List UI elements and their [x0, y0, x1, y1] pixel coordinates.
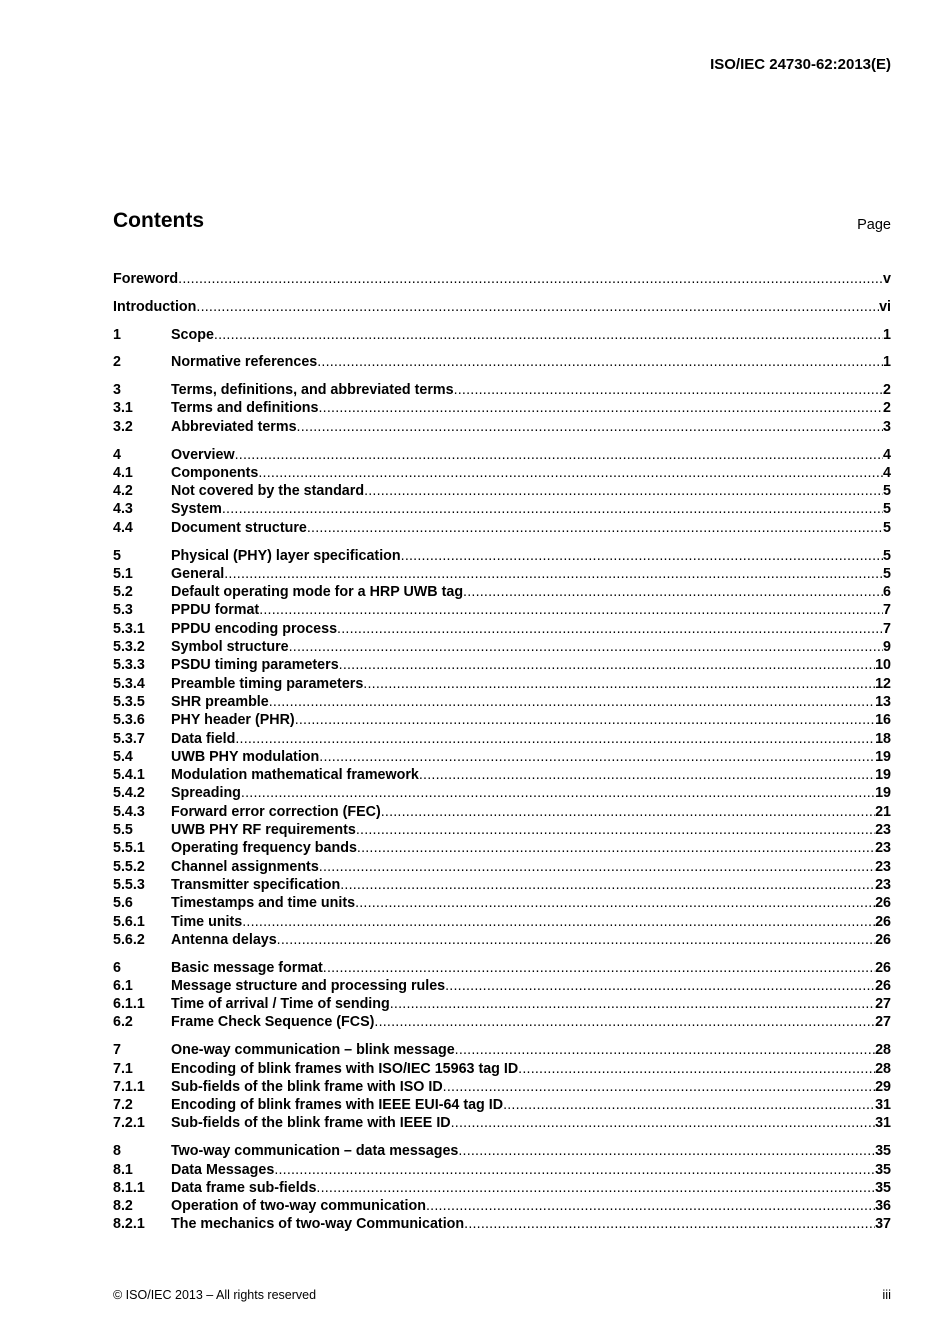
toc-entry[interactable]	[113, 1060, 891, 1078]
toc-entry-number: 5.6	[113, 895, 133, 912]
toc-dot-leader	[316, 1179, 875, 1197]
toc-entry-title: Terms and definitions	[171, 400, 319, 417]
toc-entry[interactable]	[113, 620, 891, 638]
toc-dot-leader	[374, 1013, 875, 1031]
toc-entry-page: 26	[875, 913, 891, 930]
toc-entry[interactable]	[113, 931, 891, 949]
toc-entry-page: 7	[883, 602, 891, 619]
contents-heading: Contents	[113, 209, 204, 232]
toc-entry[interactable]	[113, 601, 891, 619]
toc-entry-page: 19	[875, 785, 891, 802]
toc-entry[interactable]	[113, 1114, 891, 1132]
toc-entry-page: 5	[883, 483, 891, 500]
toc-entry-title: Encoding of blink frames with IEEE EUI-64 tag ID	[171, 1097, 504, 1114]
toc-entry-page: 26	[875, 895, 891, 912]
toc-entry[interactable]	[113, 500, 891, 518]
toc-entry-title: Physical (PHY) layer specification	[171, 547, 401, 564]
toc-entry-number: 7	[113, 1042, 121, 1059]
toc-entry-page: 35	[875, 1161, 891, 1178]
toc-entry-number: 1	[113, 326, 121, 343]
toc-dot-leader	[419, 766, 875, 784]
toc-entry-title: The mechanics of two-way Communication	[171, 1216, 465, 1233]
toc-entry-page: 2	[883, 382, 891, 399]
toc-entry-title: Sub-fields of the blink frame with ISO ID	[171, 1078, 443, 1095]
toc-entry[interactable]	[113, 656, 891, 674]
toc-entry-number: 5.2	[113, 584, 133, 601]
toc-entry[interactable]	[113, 675, 891, 693]
toc-entry[interactable]	[113, 858, 891, 876]
toc-entry-number: 7.2.1	[113, 1115, 145, 1132]
toc-entry[interactable]	[113, 876, 891, 894]
toc-entry-title: Encoding of blink frames with ISO/IEC 15963 tag ID	[171, 1060, 519, 1077]
toc-entry-number: 5.4	[113, 748, 133, 765]
toc-entry[interactable]	[113, 482, 891, 500]
toc-entry-title: Document structure	[171, 519, 307, 536]
toc-entry-page: 26	[875, 959, 891, 976]
toc-entry-page: 27	[875, 996, 891, 1013]
toc-entry-title: Operation of two-way communication	[171, 1198, 426, 1215]
toc-entry-title: UWB PHY modulation	[171, 748, 320, 765]
toc-entry-page: 19	[875, 748, 891, 765]
toc-dot-leader	[178, 270, 883, 288]
toc-entry-number: 5.5.3	[113, 876, 145, 893]
toc-entry-number: 6.2	[113, 1014, 133, 1031]
toc-entry[interactable]	[113, 1013, 891, 1031]
toc-dot-leader	[401, 547, 883, 565]
toc-entry-page: 16	[875, 712, 891, 729]
toc-entry[interactable]	[113, 1142, 891, 1160]
toc-entry-page: 5	[883, 501, 891, 518]
toc-dot-leader	[455, 1041, 875, 1059]
toc-dot-leader	[295, 711, 875, 729]
toc-entry-title: Default operating mode for a HRP UWB tag	[171, 584, 464, 601]
toc-entry-page: 12	[875, 675, 891, 692]
toc-entry-page: 7	[883, 620, 891, 637]
toc-dot-leader	[503, 1096, 875, 1114]
toc-entry-number: 4	[113, 446, 121, 463]
toc-dot-leader	[357, 839, 875, 857]
toc-entry-page: 19	[875, 767, 891, 784]
toc-entry-title: Terms, definitions, and abbreviated terms	[171, 382, 454, 399]
toc-entry-page: 9	[883, 639, 891, 656]
toc-entry[interactable]	[113, 519, 891, 537]
toc-entry-title: General	[171, 565, 225, 582]
toc-dot-leader	[445, 977, 875, 995]
toc-entry-number: 5.3.7	[113, 730, 145, 747]
toc-entry-number: 5.3.1	[113, 620, 145, 637]
toc-entry-title: Overview	[171, 446, 235, 463]
toc-dot-leader	[319, 399, 884, 417]
toc-dot-leader	[458, 1142, 875, 1160]
toc-entry-title: PPDU encoding process	[171, 620, 338, 637]
toc-entry-number: 5.3.3	[113, 657, 145, 674]
copyright-notice: © ISO/IEC 2013 – All rights reserved	[113, 1288, 317, 1302]
toc-entry-number: 5.6.1	[113, 913, 145, 930]
toc-entry-number: 5.4.2	[113, 785, 145, 802]
toc-entry-number: 8.1	[113, 1161, 133, 1178]
toc-entry-number: 5.6.2	[113, 931, 145, 948]
toc-dot-leader	[235, 730, 875, 748]
toc-entry-page: 6	[883, 584, 891, 601]
toc-entry[interactable]	[113, 1096, 891, 1114]
toc-entry-title: Data field	[171, 730, 236, 747]
toc-entry-page: 1	[883, 326, 891, 343]
toc-entry-title: Not covered by the standard	[171, 483, 365, 500]
toc-entry-title: Sub-fields of the blink frame with IEEE ID	[171, 1115, 451, 1132]
toc-dot-leader	[426, 1197, 875, 1215]
toc-entry-page: 4	[883, 464, 891, 481]
toc-entry-number: 4.2	[113, 483, 133, 500]
toc-entry-number: 5.3.4	[113, 675, 145, 692]
toc-entry-title: Preamble timing parameters	[171, 675, 364, 692]
toc-entry[interactable]	[113, 959, 891, 977]
toc-entry-number: 4.4	[113, 519, 133, 536]
toc-entry-page: 26	[875, 977, 891, 994]
toc-dot-leader	[454, 381, 883, 399]
toc-entry-number: 5.4.1	[113, 767, 145, 784]
toc-entry-number: 8.1.1	[113, 1179, 145, 1196]
toc-entry[interactable]	[113, 894, 891, 912]
toc-entry[interactable]	[113, 839, 891, 857]
toc-entry-title: One-way communication – blink message	[171, 1042, 455, 1059]
toc-entry-page: 5	[883, 519, 891, 536]
toc-dot-leader	[224, 565, 883, 583]
toc-entry-page: 13	[875, 693, 891, 710]
toc-entry-page: 37	[875, 1216, 891, 1233]
toc-entry-number: 8	[113, 1143, 121, 1160]
toc-dot-leader	[317, 353, 883, 371]
toc-dot-leader	[390, 995, 875, 1013]
toc-dot-leader	[319, 858, 875, 876]
toc-entry-number: 5.4.3	[113, 803, 145, 820]
toc-entry-page: 4	[883, 446, 891, 463]
toc-entry-number: 7.1	[113, 1060, 133, 1077]
table-of-contents	[113, 270, 891, 1234]
toc-entry-page: 3	[883, 418, 891, 435]
toc-entry-title: Symbol structure	[171, 639, 289, 656]
toc-entry-number: 5.5.1	[113, 840, 145, 857]
toc-entry-number: 6.1	[113, 977, 133, 994]
toc-entry[interactable]	[113, 638, 891, 656]
toc-entry-number: 3	[113, 382, 121, 399]
toc-entry[interactable]	[113, 821, 891, 839]
toc-entry[interactable]	[113, 784, 891, 802]
toc-entry-page: 35	[875, 1179, 891, 1196]
toc-entry-title: Components	[171, 464, 259, 481]
toc-entry-title: Data Messages	[171, 1161, 275, 1178]
toc-entry-title: Frame Check Sequence (FCS)	[171, 1014, 375, 1031]
toc-entry-number: 6.1.1	[113, 996, 145, 1013]
toc-entry-page: 31	[875, 1097, 891, 1114]
toc-dot-leader	[363, 675, 875, 693]
toc-dot-leader	[235, 446, 883, 464]
toc-entry[interactable]	[113, 547, 891, 565]
toc-entry[interactable]	[113, 995, 891, 1013]
toc-entry-title: Antenna delays	[171, 931, 277, 948]
toc-entry[interactable]	[113, 913, 891, 931]
toc-dot-leader	[464, 1215, 875, 1233]
toc-dot-leader	[269, 693, 875, 711]
toc-entry-page: 35	[875, 1143, 891, 1160]
toc-dot-leader	[258, 464, 883, 482]
toc-entry-title: PHY header (PHR)	[171, 712, 295, 729]
document-id: ISO/IEC 24730-62:2013(E)	[710, 56, 891, 73]
toc-entry-page: 27	[875, 1014, 891, 1031]
toc-entry-page: 23	[875, 822, 891, 839]
toc-entry-page: 28	[875, 1042, 891, 1059]
toc-entry[interactable]	[113, 418, 891, 436]
toc-entry-title: Introduction	[113, 298, 197, 315]
toc-entry[interactable]	[113, 381, 891, 399]
toc-entry-title: Abbreviated terms	[171, 418, 297, 435]
toc-entry[interactable]	[113, 298, 891, 316]
toc-entry-page: 1	[883, 354, 891, 371]
toc-entry-page: 5	[883, 547, 891, 564]
toc-dot-leader	[319, 748, 875, 766]
toc-entry[interactable]	[113, 1078, 891, 1096]
toc-entry-page: vi	[879, 298, 891, 315]
toc-entry-page: 23	[875, 858, 891, 875]
toc-dot-leader	[337, 620, 883, 638]
toc-entry-title: PPDU format	[171, 602, 260, 619]
toc-entry-page: 10	[875, 657, 891, 674]
toc-entry-title: System	[171, 501, 222, 518]
toc-entry[interactable]	[113, 583, 891, 601]
toc-dot-leader	[463, 583, 883, 601]
toc-entry[interactable]	[113, 353, 891, 371]
toc-entry-title: Modulation mathematical framework	[171, 767, 419, 784]
toc-dot-leader	[323, 959, 875, 977]
toc-entry-page: 26	[875, 931, 891, 948]
page-column-label: Page	[857, 217, 891, 233]
toc-entry[interactable]	[113, 464, 891, 482]
toc-dot-leader	[355, 894, 875, 912]
toc-entry[interactable]	[113, 446, 891, 464]
toc-entry-title: Time units	[171, 913, 243, 930]
toc-entry-number: 5.3.6	[113, 712, 145, 729]
toc-dot-leader	[364, 482, 883, 500]
toc-entry-page: 23	[875, 840, 891, 857]
toc-entry-page: 5	[883, 565, 891, 582]
toc-entry-title: Spreading	[171, 785, 241, 802]
toc-entry-number: 5.3	[113, 602, 133, 619]
toc-entry-title: Timestamps and time units	[171, 895, 356, 912]
toc-entry-title: Foreword	[113, 271, 179, 287]
toc-entry-page: 23	[875, 876, 891, 893]
toc-entry[interactable]	[113, 399, 891, 417]
toc-dot-leader	[277, 931, 875, 949]
toc-dot-leader	[241, 784, 875, 802]
toc-dot-leader	[307, 519, 883, 537]
toc-entry-title: Operating frequency bands	[171, 840, 357, 857]
toc-entry[interactable]	[113, 565, 891, 583]
toc-dot-leader	[381, 803, 875, 821]
toc-entry-page: 36	[875, 1198, 891, 1215]
toc-entry[interactable]	[113, 711, 891, 729]
toc-entry[interactable]	[113, 1161, 891, 1179]
toc-entry[interactable]	[113, 730, 891, 748]
toc-dot-leader	[340, 876, 875, 894]
toc-entry[interactable]	[113, 693, 891, 711]
toc-entry[interactable]	[113, 270, 891, 288]
toc-dot-leader	[242, 913, 875, 931]
toc-entry[interactable]	[113, 803, 891, 821]
toc-entry-page: 21	[875, 803, 891, 820]
toc-entry-page: 18	[875, 730, 891, 747]
toc-entry-number: 4.1	[113, 464, 133, 481]
toc-entry-number: 3.1	[113, 400, 133, 417]
toc-entry[interactable]	[113, 1197, 891, 1215]
toc-entry-page: 2	[883, 400, 891, 417]
toc-entry[interactable]	[113, 1041, 891, 1059]
toc-entry-number: 8.2	[113, 1198, 133, 1215]
toc-entry[interactable]	[113, 1215, 891, 1233]
toc-entry[interactable]	[113, 1179, 891, 1197]
toc-dot-leader	[356, 821, 875, 839]
toc-entry-page: 29	[875, 1078, 891, 1095]
toc-entry-title: PSDU timing parameters	[171, 657, 339, 674]
toc-entry-number: 5	[113, 547, 121, 564]
toc-entry-page: v	[883, 271, 891, 287]
toc-entry[interactable]	[113, 977, 891, 995]
toc-dot-leader	[443, 1078, 875, 1096]
toc-entry-number: 5.5.2	[113, 858, 145, 875]
toc-entry-number: 7.2	[113, 1097, 133, 1114]
toc-entry-title: Scope	[171, 326, 214, 343]
toc-entry-number: 5.3.2	[113, 639, 145, 656]
toc-entry-number: 5.3.5	[113, 693, 145, 710]
page-number: iii	[882, 1287, 891, 1302]
toc-entry-title: Time of arrival / Time of sending	[171, 996, 390, 1013]
toc-dot-leader	[222, 500, 883, 518]
toc-dot-leader	[339, 656, 875, 674]
toc-entry[interactable]	[113, 748, 891, 766]
toc-dot-leader	[518, 1060, 875, 1078]
toc-entry-title: SHR preamble	[171, 693, 269, 710]
toc-entry-number: 5.1	[113, 565, 133, 582]
toc-entry-title: Message structure and processing rules	[171, 977, 446, 994]
toc-entry-title: Channel assignments	[171, 858, 319, 875]
toc-dot-leader	[297, 418, 884, 436]
toc-entry-title: Basic message format	[171, 959, 323, 976]
toc-entry-title: Transmitter specification	[171, 876, 341, 893]
toc-entry-number: 8.2.1	[113, 1216, 145, 1233]
toc-entry-number: 5.5	[113, 822, 133, 839]
toc-entry[interactable]	[113, 326, 891, 344]
toc-entry-page: 28	[875, 1060, 891, 1077]
toc-entry[interactable]	[113, 766, 891, 784]
toc-entry-number: 3.2	[113, 418, 133, 435]
toc-dot-leader	[451, 1114, 875, 1132]
toc-entry-title: Forward error correction (FEC)	[171, 803, 381, 820]
toc-dot-leader	[196, 298, 879, 316]
toc-dot-leader	[274, 1161, 875, 1179]
toc-dot-leader	[289, 638, 883, 656]
toc-entry-title: UWB PHY RF requirements	[171, 822, 356, 839]
toc-entry-title: Data frame sub-fields	[171, 1179, 317, 1196]
toc-dot-leader	[259, 601, 883, 619]
toc-entry-page: 31	[875, 1115, 891, 1132]
toc-entry-number: 7.1.1	[113, 1078, 145, 1095]
toc-dot-leader	[214, 326, 883, 344]
toc-entry-title: Normative references	[171, 354, 318, 371]
toc-entry-number: 4.3	[113, 501, 133, 518]
toc-entry-number: 2	[113, 354, 121, 371]
toc-entry-title: Two-way communication – data messages	[171, 1143, 459, 1160]
toc-entry-number: 6	[113, 959, 121, 976]
